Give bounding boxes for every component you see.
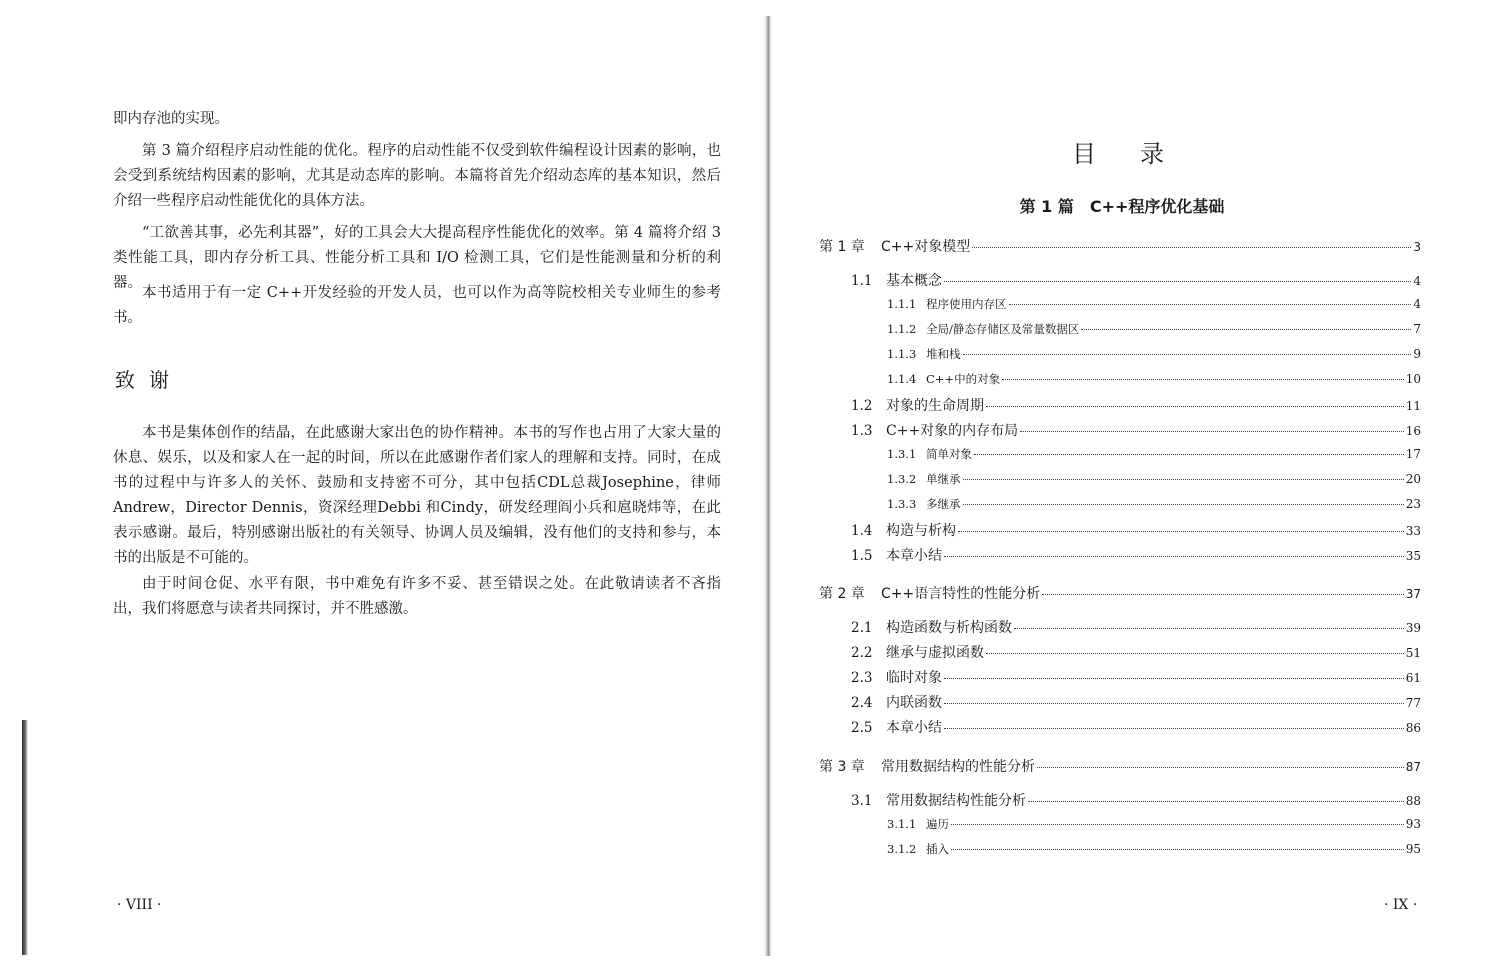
toc-entry-title: 本章小结 <box>886 720 942 736</box>
toc-entry-title: 基本概念 <box>886 273 942 289</box>
toc-entry-title: C++对象模型 <box>881 239 971 255</box>
toc-entry-number: 1.2 <box>851 398 873 414</box>
toc-entry-page: 35 <box>1405 549 1421 563</box>
toc-entry-title: 简单对象 <box>926 447 972 461</box>
toc-leader-dots <box>944 281 1411 282</box>
toc-entry-page: 23 <box>1405 497 1421 511</box>
toc-leader-dots <box>944 728 1404 729</box>
toc-entry-page: 37 <box>1405 587 1421 601</box>
toc-entry-number: 第 1 章 <box>819 239 865 255</box>
toc-entry <box>887 471 1421 487</box>
paragraph: 第 3 篇介绍程序启动性能的优化。程序的启动性能不仅受到软件编程设计因素的影响，也会受到系统结构因素的影响，尤其是动态库的影响。本篇将首先介绍动态库的基本知识，然后介绍一些程序启动性能优化的具体方法。 <box>113 143 721 209</box>
toc-entry-title: C++中的对象 <box>926 372 1001 386</box>
toc-entry-number: 1.1.1 <box>887 297 917 311</box>
toc-entry-page: 3 <box>1413 240 1421 254</box>
toc-entry-page: 16 <box>1405 424 1421 438</box>
toc-entry <box>887 816 1421 832</box>
toc-leader-dots <box>963 479 1404 480</box>
toc-entry-title: 全局/静态存储区及常量数据区 <box>926 322 1080 336</box>
toc-entry-page: 10 <box>1405 372 1421 386</box>
toc-entry-page: 33 <box>1405 524 1421 538</box>
paragraph: 本书适用于有一定 C++开发经验的开发人员，也可以作为高等院校相关专业师生的参考书。 <box>113 285 721 326</box>
toc-entry-title: 常用数据结构的性能分析 <box>881 759 1035 775</box>
toc-entry-page: 88 <box>1405 794 1421 808</box>
toc-entry-number: 1.4 <box>851 523 873 539</box>
toc-entry-title: 内联函数 <box>886 695 942 711</box>
toc-entry-number: 1.3.2 <box>887 472 917 486</box>
toc-entry <box>851 790 1421 810</box>
toc-entry <box>851 520 1421 540</box>
toc-entry <box>887 841 1421 857</box>
acknowledgement-heading: 致谢 <box>115 368 183 392</box>
toc-entry-title: 继承与虚拟函数 <box>886 645 984 661</box>
toc-entry <box>851 395 1421 415</box>
toc-entry-title: 遍历 <box>926 817 949 831</box>
toc-entry-page: 95 <box>1405 842 1421 856</box>
toc-entry-title: 常用数据结构性能分析 <box>886 793 1026 809</box>
toc-entry-number: 1.1 <box>851 273 873 289</box>
toc-entry-page: 77 <box>1405 696 1421 710</box>
toc-entry <box>851 420 1421 440</box>
toc-entry-number: 3.1.2 <box>887 842 917 856</box>
page-number: · IX · <box>1384 897 1418 913</box>
toc-entry <box>851 717 1421 737</box>
toc-leader-dots <box>1037 767 1404 768</box>
toc-entry-number: 1.5 <box>851 548 873 564</box>
toc-entry-title: 程序使用内存区 <box>926 297 1007 311</box>
toc-entry-page: 93 <box>1405 817 1421 831</box>
toc-entry-number: 第 3 章 <box>819 759 865 775</box>
toc-leader-dots <box>1020 431 1404 432</box>
toc-entry-title: 多继承 <box>926 497 961 511</box>
toc-entry-page: 4 <box>1413 274 1421 288</box>
toc-entry <box>887 371 1421 387</box>
toc-entry-title: 构造与析构 <box>886 523 956 539</box>
toc-entry-title: C++对象的内存布局 <box>886 423 1019 439</box>
toc-entry-page: 61 <box>1405 671 1421 685</box>
toc-entry-number: 1.3.1 <box>887 447 917 461</box>
toc-leader-dots <box>986 406 1404 407</box>
toc-leader-dots <box>944 678 1404 679</box>
toc-leader-dots <box>972 247 1411 248</box>
toc-entry <box>819 236 1421 256</box>
toc-title: 目录 <box>1072 140 1208 168</box>
toc-entry <box>887 346 1421 362</box>
toc-leader-dots <box>1042 594 1403 595</box>
toc-entry <box>851 617 1421 637</box>
toc-entry-number: 2.5 <box>851 720 873 736</box>
toc-leader-dots <box>963 354 1412 355</box>
toc-leader-dots <box>963 504 1404 505</box>
paragraph: 即内存池的实现。 <box>113 111 229 127</box>
toc-leader-dots <box>944 703 1404 704</box>
toc-entry-title: C++语言特性的性能分析 <box>881 586 1041 602</box>
toc-leader-dots <box>1028 801 1404 802</box>
toc-entry-number: 2.3 <box>851 670 873 686</box>
toc-entry-page: 87 <box>1405 760 1421 774</box>
toc-entry <box>887 296 1421 312</box>
toc-entry <box>887 496 1421 512</box>
toc-entry-title: 临时对象 <box>886 670 942 686</box>
toc-entry-page: 11 <box>1405 399 1421 413</box>
toc-entry-number: 2.2 <box>851 645 873 661</box>
toc-entry-page: 86 <box>1405 721 1421 735</box>
toc-leader-dots <box>944 556 1404 557</box>
paragraph: “工欲善其事，必先利其器”，好的工具会大大提高程序性能优化的效率。第 4 篇将介绍 3 类性能工具，即内存分析工具、性能分析工具和 I/O 检测工具，它们是性能测量和分析的利器。 <box>113 225 721 291</box>
toc-entry <box>851 545 1421 565</box>
toc-entry-title: 堆和栈 <box>926 347 961 361</box>
scan-edge-shadow <box>22 720 28 955</box>
toc-entry-page: 39 <box>1405 621 1421 635</box>
toc-entry-page: 9 <box>1413 347 1421 361</box>
toc-leader-dots <box>986 653 1404 654</box>
toc-entry-number: 1.3 <box>851 423 873 439</box>
toc-leader-dots <box>1014 628 1404 629</box>
toc-entry <box>819 756 1421 776</box>
toc-entry-number: 3.1 <box>851 793 873 809</box>
toc-leader-dots <box>951 849 1404 850</box>
toc-entry-number: 2.1 <box>851 620 873 636</box>
toc-leader-dots <box>1009 304 1412 305</box>
toc-entry-page: 51 <box>1405 646 1421 660</box>
toc-entry-title: 构造函数与析构函数 <box>886 620 1012 636</box>
toc-leader-dots <box>1081 329 1411 330</box>
paragraph: 由于时间仓促、水平有限，书中难免有许多不妥、甚至错误之处。在此敬请读者不吝指出，我们将愿意与读者共同探讨，并不胜感激。 <box>113 576 721 617</box>
toc-entry-page: 17 <box>1405 447 1421 461</box>
toc-entry-number: 1.1.4 <box>887 372 917 386</box>
toc-leader-dots <box>951 824 1404 825</box>
paragraph: 本书是集体创作的结晶，在此感谢大家出色的协作精神。本书的写作也占用了大家大量的休息、娱乐，以及和家人在一起的时间，所以在此感谢作者们家人的理解和支持。同时，在成书的过程中与许多人的关怀、鼓励和支持密不可分，其中包括CDL总裁Josephine，律师Andrew，Director Dennis，资深经理Debbi 和Cindy，研发经理阎小兵和扈晓炜等，在此表示感谢。最后，特别感谢出版社的有关领导、协调人员及编辑，没有他们的支持和参与，本书的出版是不可能的。 <box>113 425 721 566</box>
toc-entry <box>819 583 1421 603</box>
toc-entry-number: 2.4 <box>851 695 873 711</box>
toc-entry <box>851 667 1421 687</box>
toc-entry-page: 4 <box>1413 297 1421 311</box>
toc-entry-number: 1.1.2 <box>887 322 917 336</box>
toc-entry-number: 1.1.3 <box>887 347 917 361</box>
toc-entry <box>851 692 1421 712</box>
toc-entry-page: 7 <box>1413 322 1421 336</box>
toc-entry-number: 3.1.1 <box>887 817 917 831</box>
right-page <box>772 0 1505 971</box>
toc-entry-title: 对象的生命周期 <box>886 398 984 414</box>
toc-leader-dots <box>974 454 1404 455</box>
toc-entry-title: 插入 <box>926 842 949 856</box>
toc-entry-title: 本章小结 <box>886 548 942 564</box>
page-number: · VIII · <box>117 897 162 913</box>
toc-entry-number: 第 2 章 <box>819 586 865 602</box>
toc-entry-number: 1.3.3 <box>887 497 917 511</box>
toc-entry <box>887 446 1421 462</box>
toc-leader-dots <box>958 531 1404 532</box>
book-gutter <box>764 16 772 956</box>
toc-entry <box>851 270 1421 290</box>
toc-entry-title: 单继承 <box>926 472 961 486</box>
toc-entry <box>851 642 1421 662</box>
toc-entry-page: 20 <box>1405 472 1421 486</box>
toc-entry <box>887 321 1421 337</box>
toc-leader-dots <box>1002 379 1404 380</box>
part-title: 第 1 篇 C++程序优化基础 <box>1019 197 1225 216</box>
